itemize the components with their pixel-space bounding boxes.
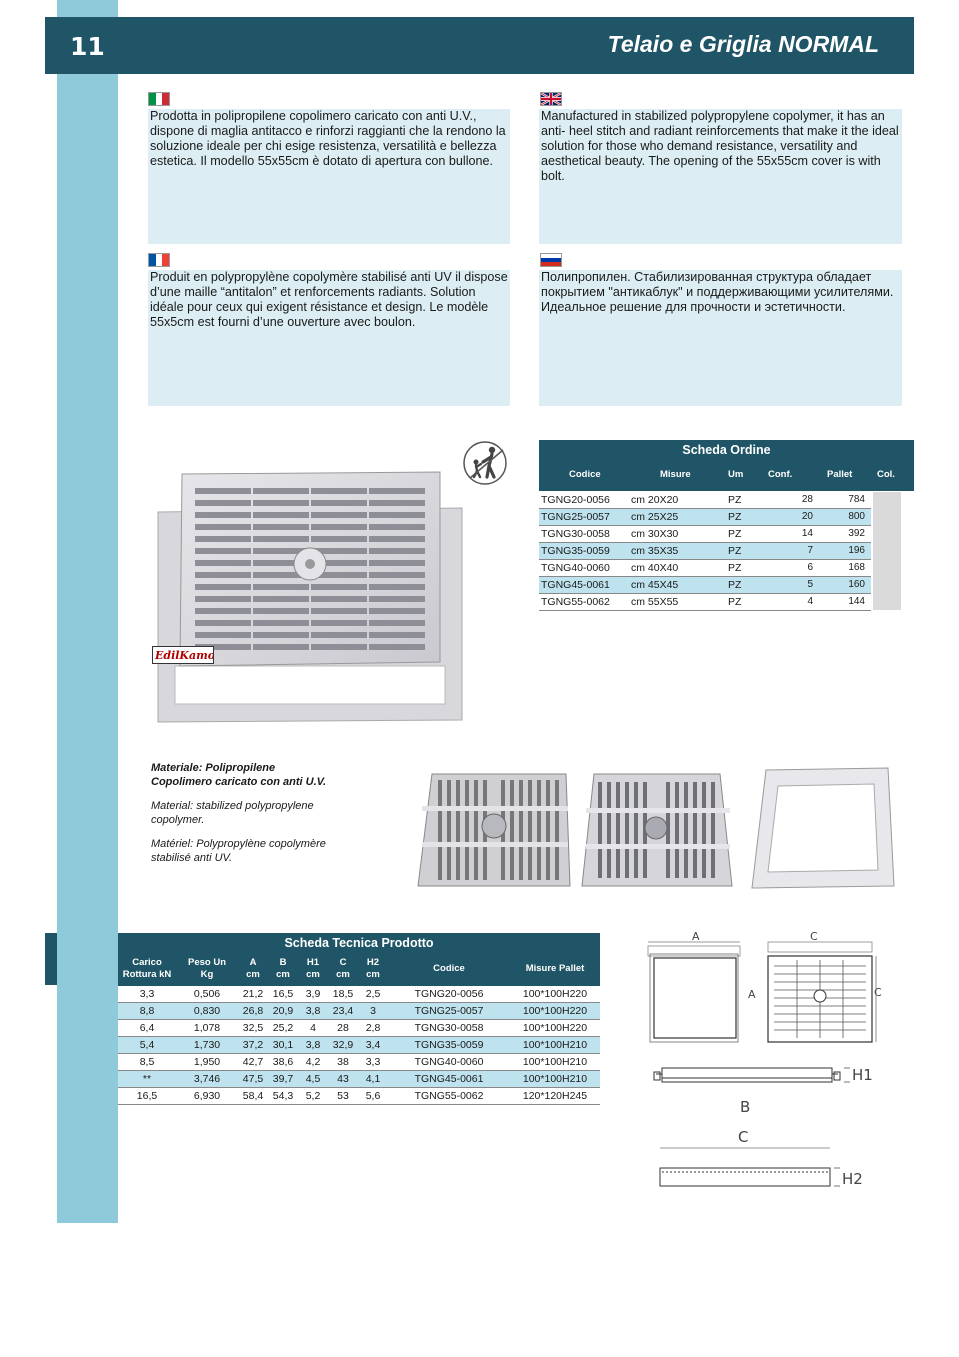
order-cell: 168 bbox=[848, 562, 865, 573]
order-col-conf: Conf. bbox=[768, 469, 793, 480]
grate-angled-image bbox=[416, 770, 572, 890]
tech-cell: 120*120H245 bbox=[522, 1090, 588, 1102]
tech-col-peso-l2: Kg bbox=[200, 969, 214, 980]
tech-cell: 43 bbox=[337, 1073, 349, 1085]
tech-cell: TGNG40-0060 bbox=[414, 1056, 484, 1068]
dimension-diagram bbox=[640, 928, 890, 1190]
page-number: 11 bbox=[70, 32, 105, 61]
tech-cell: 18,5 bbox=[332, 988, 354, 1000]
order-cell: TGNG45-0061 bbox=[541, 579, 610, 591]
tech-cell: 100*100H220 bbox=[522, 1005, 588, 1017]
tech-cell: TGNG30-0058 bbox=[414, 1022, 484, 1034]
tech-cell: 2,8 bbox=[365, 1022, 381, 1034]
dim-a-top-label: A bbox=[692, 930, 700, 943]
order-cell: PZ bbox=[728, 528, 742, 540]
order-cell: cm 40X40 bbox=[631, 562, 679, 574]
tech-cell: 47,5 bbox=[242, 1073, 264, 1085]
tech-cell: 100*100H220 bbox=[522, 988, 588, 1000]
tech-cell: 100*100H220 bbox=[522, 1022, 588, 1034]
order-cell: cm 35X35 bbox=[631, 545, 679, 557]
tech-cell: 38,6 bbox=[272, 1056, 294, 1068]
page-title: Telaio e Griglia NORMAL bbox=[607, 31, 879, 57]
tech-cell: TGNG25-0057 bbox=[414, 1005, 484, 1017]
order-cell: 144 bbox=[848, 596, 865, 607]
tech-cell: 39,7 bbox=[272, 1073, 294, 1085]
tech-cell: 100*100H210 bbox=[522, 1073, 588, 1085]
order-cell: PZ bbox=[728, 511, 742, 523]
italian-flag-icon bbox=[148, 92, 170, 106]
dim-c-bottom-label: C bbox=[738, 1128, 749, 1146]
tech-table-row bbox=[118, 1037, 600, 1054]
tech-col-carico-l1: Carico bbox=[132, 957, 162, 968]
tech-cell: 100*100H210 bbox=[522, 1056, 588, 1068]
order-cell: 784 bbox=[848, 494, 865, 505]
tech-col-h1-l2: cm bbox=[306, 969, 320, 980]
tech-col-peso bbox=[180, 957, 234, 981]
tech-cell: 8,8 bbox=[139, 1005, 155, 1017]
tech-cell: 100*100H210 bbox=[522, 1039, 588, 1051]
tech-cell: 28 bbox=[337, 1022, 349, 1034]
tech-cell: 3,3 bbox=[365, 1056, 381, 1068]
order-cell: 196 bbox=[848, 545, 865, 556]
tech-cell: 3,8 bbox=[305, 1039, 321, 1051]
tech-cell: 4 bbox=[310, 1022, 316, 1034]
tech-cell: 26,8 bbox=[242, 1005, 264, 1017]
tech-table-row bbox=[118, 1003, 600, 1020]
tech-table-row bbox=[118, 986, 600, 1003]
order-cell: 28 bbox=[801, 494, 813, 505]
tech-col-h2-l1: H2 bbox=[366, 957, 380, 968]
order-cell: PZ bbox=[728, 579, 742, 591]
tech-cell: 6,930 bbox=[193, 1090, 221, 1102]
tech-cell: 32,9 bbox=[332, 1039, 354, 1051]
tech-cell: 30,1 bbox=[272, 1039, 294, 1051]
order-table-row bbox=[539, 492, 871, 509]
tech-col-h2-l2: cm bbox=[366, 969, 380, 980]
order-cell: 5 bbox=[807, 579, 813, 590]
dim-c-top-label: C bbox=[810, 930, 818, 943]
tech-table-body bbox=[118, 986, 600, 1105]
order-cell: 392 bbox=[848, 528, 865, 539]
tech-cell: 5,6 bbox=[365, 1090, 381, 1102]
order-col-misure: Misure bbox=[660, 469, 691, 480]
order-cell: 4 bbox=[807, 596, 813, 607]
tech-cell: 0,830 bbox=[193, 1005, 221, 1017]
tech-cell: 5,2 bbox=[305, 1090, 321, 1102]
order-cell: TGNG25-0057 bbox=[541, 511, 610, 523]
russian-flag-icon bbox=[540, 253, 562, 267]
tech-cell: ** bbox=[142, 1073, 152, 1085]
description-french bbox=[148, 270, 510, 406]
tech-cell: 5,4 bbox=[139, 1039, 155, 1051]
order-cell: 6 bbox=[807, 562, 813, 573]
order-cell: 7 bbox=[807, 545, 813, 556]
order-table-body bbox=[539, 492, 871, 611]
tech-cell: 38 bbox=[337, 1056, 349, 1068]
materials-block bbox=[151, 762, 361, 876]
order-col-um: Um bbox=[728, 469, 744, 480]
order-cell: TGNG35-0059 bbox=[541, 545, 610, 557]
tech-cell: TGNG35-0059 bbox=[414, 1039, 484, 1051]
flag-stripe bbox=[541, 262, 561, 266]
order-col-codice: Codice bbox=[569, 469, 601, 480]
description-italian-text: Prodotta in polipropilene copolimero caricato con anti U.V., dispone di maglia antitacco e rinforzi raggianti che la rendono la soluzione ideale per chi esige resistenza, versatilità e bellezza estetica. Il modello 55x55cm è dotato di apertura con bullone. bbox=[150, 109, 506, 168]
description-italian bbox=[148, 109, 510, 244]
tech-cell: 3,9 bbox=[305, 988, 321, 1000]
order-cell: TGNG20-0056 bbox=[541, 494, 610, 506]
order-cell: PZ bbox=[728, 545, 742, 557]
tech-col-codice: Codice bbox=[433, 963, 465, 974]
child-safety-icon bbox=[461, 440, 511, 486]
material-italian-line1: Materiale: Polipropilene bbox=[151, 762, 276, 774]
description-english bbox=[539, 109, 902, 244]
tech-cell: 3,746 bbox=[193, 1073, 221, 1085]
tech-col-carico bbox=[118, 957, 176, 981]
flag-stripe bbox=[162, 93, 169, 105]
order-table-row bbox=[539, 577, 871, 594]
uk-flag-icon bbox=[540, 92, 562, 106]
tech-cell: 6,4 bbox=[139, 1022, 155, 1034]
order-table-row bbox=[539, 594, 871, 611]
order-cell: 14 bbox=[801, 528, 813, 539]
order-cell: cm 55X55 bbox=[631, 596, 679, 608]
grate-frame-product-image bbox=[150, 470, 468, 730]
tech-cell: 1,950 bbox=[193, 1056, 221, 1068]
order-cell: cm 25X25 bbox=[631, 511, 679, 523]
side-strip bbox=[57, 0, 118, 1223]
tech-table-row bbox=[118, 1054, 600, 1071]
tech-col-c-l1: C bbox=[339, 957, 347, 968]
order-table-row bbox=[539, 543, 871, 560]
tech-table-row bbox=[118, 1020, 600, 1037]
tech-cell: TGNG20-0056 bbox=[414, 988, 484, 1000]
flag-stripe bbox=[156, 93, 163, 105]
order-col-col: Col. bbox=[877, 469, 895, 480]
tech-cell: TGNG55-0062 bbox=[414, 1090, 484, 1102]
tech-cell: 3,4 bbox=[365, 1039, 381, 1051]
material-italian-line2: Copolimero caricato con anti U.V. bbox=[151, 775, 327, 788]
dim-c-side-label: C bbox=[874, 986, 882, 999]
description-english-text: Manufactured in stabilized polypropylene copolymer, it has an anti- heel stitch and radiant reinforcements that make it the ideal solution for those who demand resistance, versatility and aesthetical beauty. The opening of the 55x55cm cover is with bolt. bbox=[541, 109, 899, 183]
manufacturer-logo bbox=[152, 646, 214, 664]
tech-cell: 1,078 bbox=[193, 1022, 221, 1034]
order-table-row bbox=[539, 560, 871, 577]
tech-cell: 0,506 bbox=[193, 988, 221, 1000]
tech-col-b-l1: B bbox=[279, 957, 287, 968]
tech-cell: 4,1 bbox=[365, 1073, 381, 1085]
order-table-title: Scheda Ordine bbox=[682, 443, 771, 457]
tech-col-b bbox=[270, 957, 296, 981]
tech-cell: 25,2 bbox=[272, 1022, 294, 1034]
tech-col-h1 bbox=[300, 957, 326, 981]
description-french-text: Produit en polypropylène copolymère stabilisé anti UV il dispose d’une maille “antitalon” et renforcements radiants. Solution idéale pour ceux qui exigent résistance et design. Le modèle 55x5cm est fourni d’une ouverture avec boulon. bbox=[150, 270, 508, 329]
order-cell: cm 30X30 bbox=[631, 528, 679, 540]
tech-col-h2 bbox=[360, 957, 386, 981]
flag-stripe bbox=[149, 93, 156, 105]
description-russian bbox=[539, 270, 902, 406]
tech-cell: 58,4 bbox=[242, 1090, 264, 1102]
tech-col-h1-l1: H1 bbox=[306, 957, 320, 968]
tech-table-row bbox=[118, 1088, 600, 1105]
tech-cell: 20,9 bbox=[272, 1005, 294, 1017]
order-table-header bbox=[539, 440, 914, 491]
frame-only-image bbox=[748, 766, 896, 890]
tech-cell: 21,2 bbox=[242, 988, 264, 1000]
material-english: Material: stabilized polypropylene copolymer. bbox=[151, 800, 314, 826]
tech-cell: 53 bbox=[337, 1090, 349, 1102]
tech-cell: 16,5 bbox=[272, 988, 294, 1000]
tech-table-title: Scheda Tecnica Prodotto bbox=[284, 936, 434, 950]
logo-text: EdilKamo bbox=[155, 649, 213, 662]
tech-table-row bbox=[118, 1071, 600, 1088]
order-table-row bbox=[539, 509, 871, 526]
grate-front-image bbox=[580, 770, 735, 890]
order-cell: cm 45X45 bbox=[631, 579, 679, 591]
dim-h2-label: H2 bbox=[842, 1170, 863, 1188]
flag-stripe bbox=[162, 254, 169, 266]
tech-cell: 32,5 bbox=[242, 1022, 264, 1034]
dim-b-label: B bbox=[740, 1098, 751, 1116]
material-french: Matériel: Polypropylène copolymère stabilisé anti UV. bbox=[151, 838, 326, 864]
tech-cell: 23,4 bbox=[332, 1005, 354, 1017]
order-color-column bbox=[873, 492, 901, 610]
order-cell: 160 bbox=[848, 579, 865, 590]
tech-table-header bbox=[118, 933, 600, 986]
flag-stripe bbox=[156, 254, 163, 266]
order-cell: TGNG55-0062 bbox=[541, 596, 610, 608]
tech-table-left-bar bbox=[45, 933, 57, 985]
order-cell: cm 20X20 bbox=[631, 494, 679, 506]
tech-cell: 42,7 bbox=[242, 1056, 264, 1068]
tech-cell: 3,8 bbox=[305, 1005, 321, 1017]
tech-col-c bbox=[330, 957, 356, 981]
dim-a-side-label: A bbox=[748, 988, 756, 1001]
tech-cell: 16,5 bbox=[136, 1090, 158, 1102]
tech-cell: 3,3 bbox=[139, 988, 155, 1000]
tech-cell: 37,2 bbox=[242, 1039, 264, 1051]
tech-cell: 3 bbox=[370, 1005, 376, 1017]
tech-col-misure-pallet: Misure Pallet bbox=[525, 963, 585, 974]
order-cell: PZ bbox=[728, 596, 742, 608]
tech-col-a-l2: cm bbox=[246, 969, 260, 980]
tech-col-a-l1: A bbox=[249, 957, 257, 968]
tech-cell: 4,5 bbox=[305, 1073, 321, 1085]
order-cell: TGNG40-0060 bbox=[541, 562, 610, 574]
flag-stripe bbox=[149, 254, 156, 266]
tech-cell: 8,5 bbox=[139, 1056, 155, 1068]
order-cell: TGNG30-0058 bbox=[541, 528, 610, 540]
description-russian-text: Полипропилен. Стабилизированная структура обладает покрытием "антикаблук" и поддерживающими усилителями. Идеальное решение для прочности и эстетичности. bbox=[541, 270, 894, 314]
tech-cell: 4,2 bbox=[305, 1056, 321, 1068]
order-table-row bbox=[539, 526, 871, 543]
tech-col-carico-l2: Rottura kN bbox=[122, 969, 172, 980]
tech-col-c-l2: cm bbox=[336, 969, 350, 980]
tech-col-b-l2: cm bbox=[276, 969, 290, 980]
order-cell: 800 bbox=[848, 511, 865, 522]
french-flag-icon bbox=[148, 253, 170, 267]
tech-col-peso-l1: Peso Un bbox=[187, 957, 226, 968]
order-cell: 20 bbox=[801, 511, 813, 522]
logo-graphic bbox=[153, 647, 213, 663]
tech-cell: 54,3 bbox=[272, 1090, 294, 1102]
tech-cell: 1,730 bbox=[193, 1039, 221, 1051]
order-cell: PZ bbox=[728, 494, 742, 506]
tech-cell: TGNG45-0061 bbox=[414, 1073, 484, 1085]
dim-h1-label: H1 bbox=[852, 1066, 873, 1084]
order-col-pallet: Pallet bbox=[827, 469, 853, 480]
order-cell: PZ bbox=[728, 562, 742, 574]
tech-cell: 2,5 bbox=[365, 988, 381, 1000]
tech-col-a bbox=[240, 957, 266, 981]
